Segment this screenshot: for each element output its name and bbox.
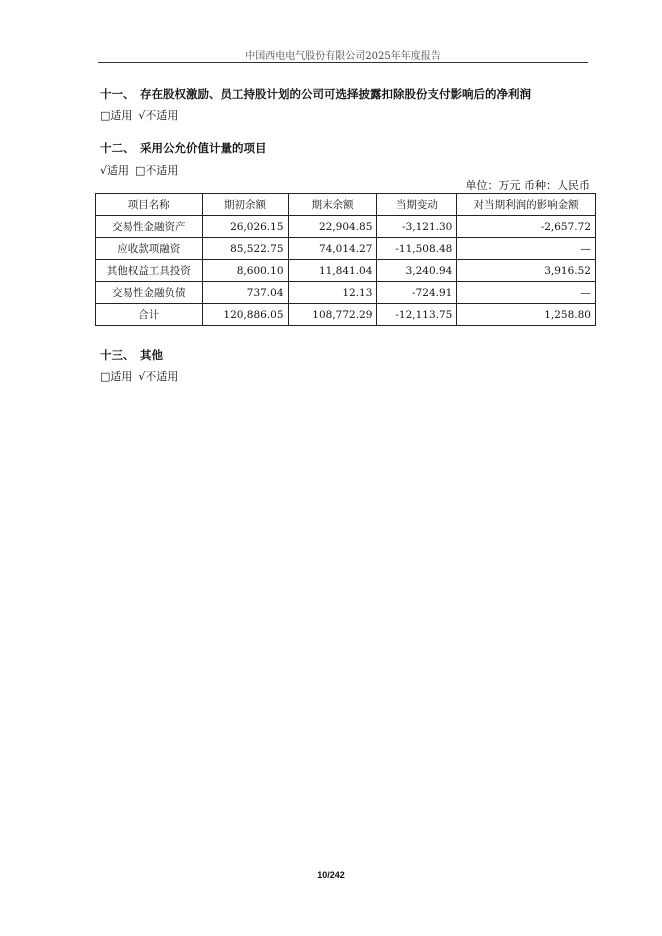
section-11-number: 十一、 bbox=[100, 87, 135, 101]
row-opening-balance: 26,026.15 bbox=[202, 216, 288, 238]
section-13-number: 十三、 bbox=[100, 348, 135, 362]
total-closing-balance: 108,772.29 bbox=[288, 304, 377, 326]
table-row bbox=[96, 238, 596, 260]
row-change: -3,121.30 bbox=[377, 216, 457, 238]
section-13-option-not-applicable: √不适用 bbox=[138, 370, 179, 383]
section-11-heading bbox=[100, 86, 531, 102]
row-change: -724.91 bbox=[377, 282, 457, 304]
table-row bbox=[96, 282, 596, 304]
section-12-title: 采用公允价值计量的项目 bbox=[140, 141, 267, 155]
total-label: 合计 bbox=[96, 304, 203, 326]
row-item-name: 交易性金融负债 bbox=[96, 282, 203, 304]
section-11-options bbox=[100, 107, 184, 123]
row-closing-balance: 12.13 bbox=[288, 282, 377, 304]
table-header-row bbox=[96, 194, 596, 216]
column-header-profit-impact: 对当期利润的影响金额 bbox=[457, 194, 596, 216]
row-profit-impact: -2,657.72 bbox=[457, 216, 596, 238]
table-row bbox=[96, 216, 596, 238]
total-change: -12,113.75 bbox=[377, 304, 457, 326]
section-12-option-not-applicable: □不适用 bbox=[135, 164, 179, 177]
page-number: 10/242 bbox=[317, 870, 345, 880]
header-divider bbox=[98, 62, 588, 63]
section-13-heading bbox=[100, 347, 163, 363]
total-profit-impact: 1,258.80 bbox=[457, 304, 596, 326]
row-closing-balance: 22,904.85 bbox=[288, 216, 377, 238]
row-change: 3,240.94 bbox=[377, 260, 457, 282]
section-13-options bbox=[100, 368, 184, 384]
section-12-options bbox=[100, 162, 184, 178]
column-header-item: 项目名称 bbox=[96, 194, 203, 216]
section-11-title: 存在股权激励、员工持股计划的公司可选择披露扣除股份支付影响后的净利润 bbox=[140, 87, 531, 101]
row-item-name: 应收款项融资 bbox=[96, 238, 203, 260]
table-row bbox=[96, 260, 596, 282]
row-change: -11,508.48 bbox=[377, 238, 457, 260]
row-opening-balance: 85,522.75 bbox=[202, 238, 288, 260]
row-closing-balance: 74,014.27 bbox=[288, 238, 377, 260]
row-profit-impact: — bbox=[457, 282, 596, 304]
row-opening-balance: 8,600.10 bbox=[202, 260, 288, 282]
fair-value-table bbox=[95, 193, 596, 326]
row-profit-impact: — bbox=[457, 238, 596, 260]
column-header-closing-balance: 期末余额 bbox=[288, 194, 377, 216]
page-header: 中国西电电气股份有限公司2025年年度报告 bbox=[245, 51, 441, 62]
total-opening-balance: 120,886.05 bbox=[202, 304, 288, 326]
section-12-heading bbox=[100, 140, 267, 156]
row-opening-balance: 737.04 bbox=[202, 282, 288, 304]
unit-currency-note: 单位：万元 币种：人民币 bbox=[465, 179, 590, 192]
table-total-row bbox=[96, 304, 596, 326]
section-13-option-applicable: □适用 bbox=[100, 370, 133, 383]
column-header-change: 当期变动 bbox=[377, 194, 457, 216]
section-11-option-not-applicable: √不适用 bbox=[138, 109, 179, 122]
section-11-option-applicable: □适用 bbox=[100, 109, 133, 122]
row-closing-balance: 11,841.04 bbox=[288, 260, 377, 282]
section-13-title: 其他 bbox=[140, 348, 163, 362]
section-12-number: 十二、 bbox=[100, 141, 135, 155]
row-profit-impact: 3,916.52 bbox=[457, 260, 596, 282]
row-item-name: 交易性金融资产 bbox=[96, 216, 203, 238]
section-12-option-applicable: √适用 bbox=[100, 164, 130, 177]
column-header-opening-balance: 期初余额 bbox=[202, 194, 288, 216]
row-item-name: 其他权益工具投资 bbox=[96, 260, 203, 282]
